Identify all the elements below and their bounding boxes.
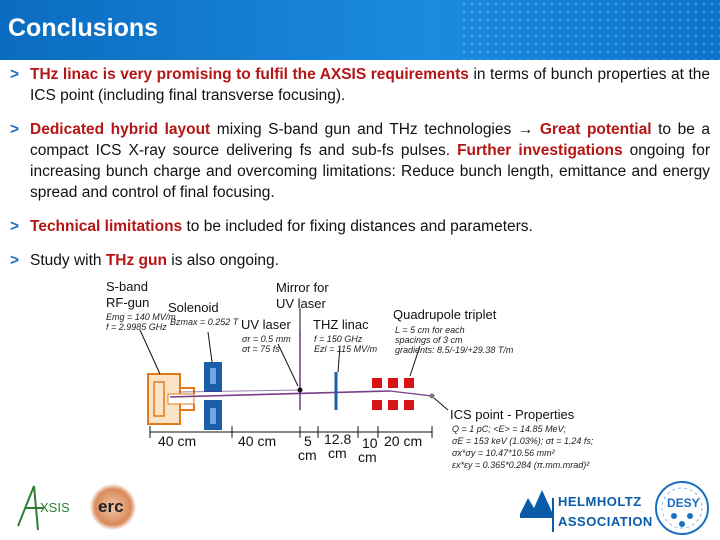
- bullet-marker-icon: >: [10, 218, 20, 235]
- erc-logo-text: erc: [98, 497, 124, 516]
- bullet-item: [10, 64, 710, 106]
- thz-linac-param: f = 150 GHz: [314, 334, 363, 344]
- distance-label: 10: [362, 435, 378, 451]
- distance-label: cm: [358, 449, 377, 465]
- ics-param: σx*σy = 10.47*10.56 mm²: [452, 448, 555, 458]
- bullet-highlight: Further investigations: [457, 142, 623, 159]
- right-arrow-icon: →: [517, 121, 534, 138]
- bullet-item: [10, 216, 710, 237]
- quad-param: gradients: 8.5/-19/+29.38 T/m: [395, 345, 514, 355]
- helmholtz-name: HELMHOLTZ: [558, 494, 642, 509]
- bullet-item: [10, 250, 710, 271]
- thz-linac-label: THZ linac: [313, 317, 369, 332]
- quad-param: L = 5 cm for each: [395, 325, 465, 335]
- helmholtz-logo: [518, 484, 653, 532]
- bullet-highlight: THz linac is very promising to fulfil the AXSIS requirements: [30, 66, 469, 83]
- bullet-marker-icon: >: [10, 66, 20, 83]
- desy-logo-text: DESY: [667, 496, 700, 510]
- bullet-text: Study with: [30, 252, 106, 269]
- conclusion-list: [10, 64, 710, 284]
- helmholtz-association: ASSOCIATION: [558, 514, 653, 529]
- page-title: Conclusions: [8, 14, 159, 42]
- bullet-highlight: THz gun: [105, 252, 167, 269]
- distance-label: 12.8: [324, 431, 352, 447]
- bullet-highlight: Great potential: [533, 121, 652, 138]
- ics-param: σE = 153 keV (1.03%); σt = 1.24 fs;: [452, 436, 594, 446]
- sband-param: f = 2.9985 GHz: [106, 322, 167, 332]
- uv-laser-label: UV laser: [241, 317, 291, 332]
- bullet-text: to be included for fixing distances and parameters.: [182, 218, 533, 235]
- mirror-label-2: UV laser: [276, 296, 326, 311]
- ics-param: Q = 1 pC; <E> = 14.85 MeV;: [452, 424, 566, 434]
- sband-label-1: S-band: [106, 279, 148, 294]
- ics-point-marker: [430, 394, 435, 399]
- sband-label-2: RF-gun: [106, 295, 150, 310]
- quadrupole-triplet-shape: [372, 378, 414, 410]
- sband-param: Emg = 140 MV/m: [106, 312, 176, 322]
- quad-label: Quadrupole triplet: [393, 307, 497, 322]
- ics-param: εx*εy = 0.365*0.284 (π.mm.mrad)²: [452, 460, 590, 470]
- bullet-item: [10, 119, 710, 203]
- title-bar: [0, 0, 720, 60]
- distance-label: cm: [328, 445, 347, 461]
- mirror-label-1: Mirror for: [276, 280, 329, 295]
- axsis-logo: [14, 482, 80, 534]
- beamline-diagram: [0, 270, 720, 470]
- distance-label: 5: [304, 433, 312, 449]
- distance-label: cm: [298, 447, 317, 463]
- distance-label: 20 cm: [384, 433, 423, 449]
- quad-param: spacings of 3 cm: [395, 335, 463, 345]
- bullet-text: ongoing for increasing bunch charge and overcoming limitations: Reduce bunch length, emittance and energy spread and control of final focusing.: [30, 142, 710, 201]
- title-dot-pattern: [460, 0, 720, 60]
- solenoid-param: Bzmax = 0.252 T: [170, 317, 239, 327]
- desy-logo: [652, 478, 712, 536]
- bullet-text: to be a compact ICS X-ray source delivering fs and sub-fs pulses.: [30, 121, 711, 159]
- uv-laser-param: σr = 0.5 mm: [242, 334, 291, 344]
- ics-label: ICS point - Properties: [450, 407, 575, 422]
- uv-laser-param: σt = 75 fs: [242, 344, 280, 354]
- distance-label: 40 cm: [158, 433, 197, 449]
- axsis-logo-text: XSIS: [40, 500, 70, 515]
- bullet-text: is also ongoing.: [166, 252, 279, 269]
- distance-label: 40 cm: [238, 433, 277, 449]
- thz-linac-param: Ezl = 115 MV/m: [314, 344, 378, 354]
- erc-logo: [90, 484, 136, 530]
- sband-gun-shape: [148, 374, 194, 424]
- bullet-marker-icon: >: [10, 252, 20, 269]
- footer-logos: [0, 478, 720, 540]
- bullet-highlight: Dedicated hybrid layout: [30, 121, 211, 138]
- solenoid-label: Solenoid: [168, 300, 219, 315]
- bullet-marker-icon: >: [10, 121, 20, 138]
- bullet-text: mixing S-band gun and THz technologies: [210, 121, 518, 138]
- bullet-highlight: Technical limitations: [30, 218, 183, 235]
- bullet-text: in terms of bunch properties at the ICS point (including final transverse focusing).: [30, 66, 710, 104]
